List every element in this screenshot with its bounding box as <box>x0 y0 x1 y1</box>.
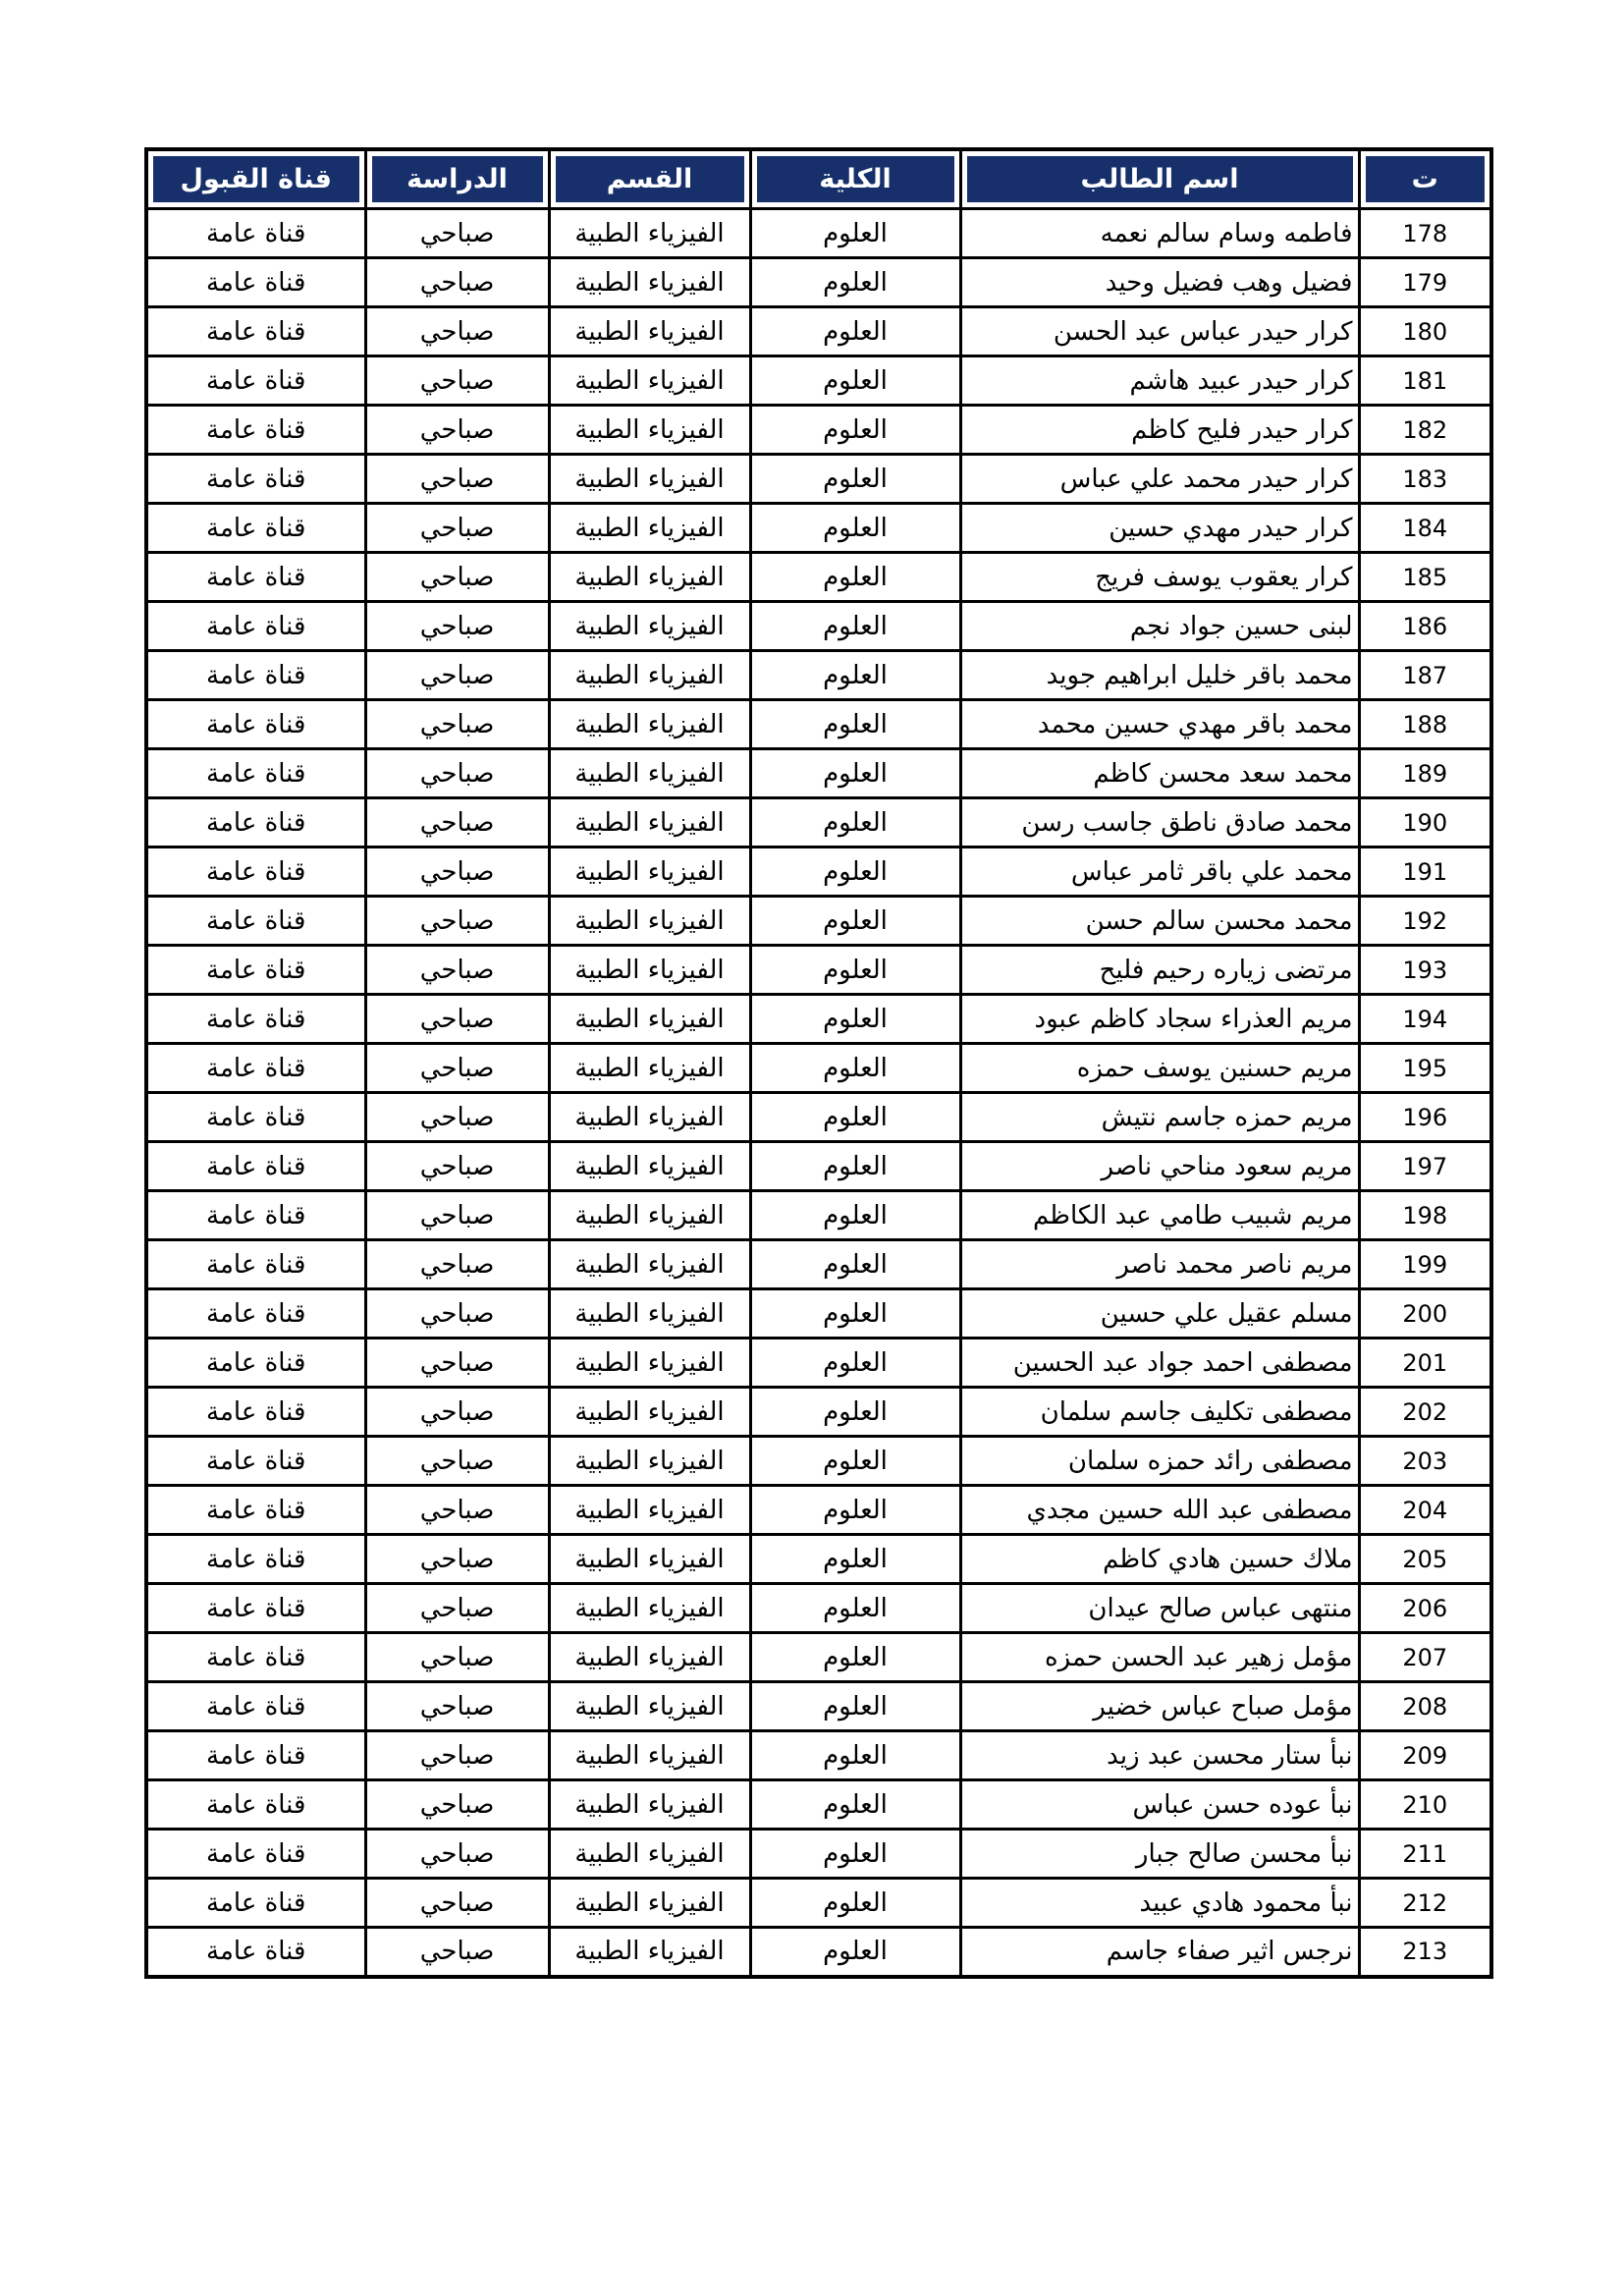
cell-student-name: مؤمل زهير عبد الحسن حمزه <box>960 1633 1359 1682</box>
cell-study-type: صباحي <box>365 995 549 1044</box>
cell-college: العلوم <box>750 1191 960 1240</box>
cell-admission-channel: قناة عامة <box>146 553 365 602</box>
cell-admission-channel: قناة عامة <box>146 504 365 553</box>
cell-number: 211 <box>1359 1830 1491 1879</box>
cell-study-type: صباحي <box>365 1633 549 1682</box>
cell-number: 209 <box>1359 1731 1491 1780</box>
table-row <box>146 1584 1491 1633</box>
cell-college: العلوم <box>750 1780 960 1830</box>
cell-department: الفيزياء الطبية <box>549 1879 750 1928</box>
cell-study-type: صباحي <box>365 1240 549 1289</box>
cell-study-type: صباحي <box>365 1731 549 1780</box>
cell-student-name: نبأ محمود هادي عبيد <box>960 1879 1359 1928</box>
cell-admission-channel: قناة عامة <box>146 1289 365 1339</box>
cell-student-name: كرار حيدر مهدي حسين <box>960 504 1359 553</box>
cell-number: 186 <box>1359 602 1491 651</box>
cell-study-type: صباحي <box>365 1584 549 1633</box>
cell-admission-channel: قناة عامة <box>146 1437 365 1486</box>
table-row <box>146 258 1491 307</box>
cell-college: العلوم <box>750 602 960 651</box>
table-row <box>146 1879 1491 1928</box>
table-row <box>146 995 1491 1044</box>
cell-study-type: صباحي <box>365 1879 549 1928</box>
cell-number: 210 <box>1359 1780 1491 1830</box>
cell-student-name: مريم سعود مناحي ناصر <box>960 1142 1359 1191</box>
cell-admission-channel: قناة عامة <box>146 1142 365 1191</box>
table-row <box>146 553 1491 602</box>
cell-admission-channel: قناة عامة <box>146 1191 365 1240</box>
cell-department: الفيزياء الطبية <box>549 455 750 504</box>
cell-student-name: مريم العذراء سجاد كاظم عبود <box>960 995 1359 1044</box>
cell-study-type: صباحي <box>365 798 549 847</box>
cell-department: الفيزياء الطبية <box>549 602 750 651</box>
cell-study-type: صباحي <box>365 1437 549 1486</box>
cell-department: الفيزياء الطبية <box>549 1339 750 1388</box>
cell-admission-channel: قناة عامة <box>146 1928 365 1977</box>
cell-college: العلوم <box>750 946 960 995</box>
cell-number: 190 <box>1359 798 1491 847</box>
table-row <box>146 1044 1491 1093</box>
table-row <box>146 1682 1491 1731</box>
cell-department: الفيزياء الطبية <box>549 1437 750 1486</box>
cell-college: العلوم <box>750 1928 960 1977</box>
cell-department: الفيزياء الطبية <box>549 553 750 602</box>
cell-study-type: صباحي <box>365 406 549 455</box>
cell-department: الفيزياء الطبية <box>549 504 750 553</box>
cell-number: 178 <box>1359 209 1491 258</box>
cell-study-type: صباحي <box>365 553 549 602</box>
cell-number: 198 <box>1359 1191 1491 1240</box>
header-cell-student-name <box>960 149 1359 209</box>
table-row <box>146 1339 1491 1388</box>
cell-number: 200 <box>1359 1289 1491 1339</box>
cell-study-type: صباحي <box>365 602 549 651</box>
cell-number: 179 <box>1359 258 1491 307</box>
cell-admission-channel: قناة عامة <box>146 847 365 897</box>
cell-department: الفيزياء الطبية <box>549 1486 750 1535</box>
cell-study-type: صباحي <box>365 1044 549 1093</box>
cell-admission-channel: قناة عامة <box>146 1682 365 1731</box>
cell-student-name: مرتضى زياره رحيم فليح <box>960 946 1359 995</box>
header-label-department: القسم <box>556 156 744 202</box>
cell-study-type: صباحي <box>365 847 549 897</box>
cell-department: الفيزياء الطبية <box>549 1289 750 1339</box>
table-row <box>146 1142 1491 1191</box>
cell-study-type: صباحي <box>365 1780 549 1830</box>
cell-number: 180 <box>1359 307 1491 356</box>
table-row <box>146 1780 1491 1830</box>
header-cell-college <box>750 149 960 209</box>
header-cell-study-type <box>365 149 549 209</box>
table-row <box>146 798 1491 847</box>
cell-admission-channel: قناة عامة <box>146 1535 365 1584</box>
header-cell-department <box>549 149 750 209</box>
cell-admission-channel: قناة عامة <box>146 749 365 798</box>
cell-number: 203 <box>1359 1437 1491 1486</box>
table-row <box>146 897 1491 946</box>
table-body <box>146 209 1491 1977</box>
cell-study-type: صباحي <box>365 946 549 995</box>
cell-department: الفيزياء الطبية <box>549 1093 750 1142</box>
cell-college: العلوم <box>750 1388 960 1437</box>
cell-number: 208 <box>1359 1682 1491 1731</box>
cell-student-name: لبنى حسين جواد نجم <box>960 602 1359 651</box>
cell-student-name: فضيل وهب فضيل وحيد <box>960 258 1359 307</box>
table-row <box>146 1093 1491 1142</box>
cell-number: 181 <box>1359 356 1491 406</box>
cell-study-type: صباحي <box>365 1339 549 1388</box>
cell-admission-channel: قناة عامة <box>146 1830 365 1879</box>
cell-student-name: كرار حيدر عبيد هاشم <box>960 356 1359 406</box>
cell-student-name: مصطفى تكليف جاسم سلمان <box>960 1388 1359 1437</box>
cell-number: 191 <box>1359 847 1491 897</box>
cell-number: 199 <box>1359 1240 1491 1289</box>
cell-admission-channel: قناة عامة <box>146 1633 365 1682</box>
cell-number: 194 <box>1359 995 1491 1044</box>
cell-college: العلوم <box>750 749 960 798</box>
cell-admission-channel: قناة عامة <box>146 1486 365 1535</box>
cell-department: الفيزياء الطبية <box>549 209 750 258</box>
cell-department: الفيزياء الطبية <box>549 1928 750 1977</box>
table-row <box>146 455 1491 504</box>
cell-student-name: نبأ عوده حسن عباس <box>960 1780 1359 1830</box>
cell-admission-channel: قناة عامة <box>146 1388 365 1437</box>
cell-number: 183 <box>1359 455 1491 504</box>
cell-department: الفيزياء الطبية <box>549 946 750 995</box>
cell-college: العلوم <box>750 1289 960 1339</box>
cell-admission-channel: قناة عامة <box>146 1731 365 1780</box>
cell-college: العلوم <box>750 356 960 406</box>
cell-student-name: محمد باقر مهدي حسين محمد <box>960 700 1359 749</box>
cell-department: الفيزياء الطبية <box>549 1535 750 1584</box>
table-row <box>146 1486 1491 1535</box>
cell-admission-channel: قناة عامة <box>146 209 365 258</box>
cell-college: العلوم <box>750 1633 960 1682</box>
cell-admission-channel: قناة عامة <box>146 1584 365 1633</box>
header-row <box>146 149 1491 209</box>
table-header <box>146 149 1491 209</box>
cell-college: العلوم <box>750 307 960 356</box>
cell-number: 192 <box>1359 897 1491 946</box>
cell-study-type: صباحي <box>365 1535 549 1584</box>
cell-number: 184 <box>1359 504 1491 553</box>
cell-department: الفيزياء الطبية <box>549 1731 750 1780</box>
cell-college: العلوم <box>750 847 960 897</box>
cell-college: العلوم <box>750 1682 960 1731</box>
cell-department: الفيزياء الطبية <box>549 1682 750 1731</box>
cell-department: الفيزياء الطبية <box>549 307 750 356</box>
cell-department: الفيزياء الطبية <box>549 356 750 406</box>
header-cell-admission-channel <box>146 149 365 209</box>
cell-study-type: صباحي <box>365 700 549 749</box>
table-row <box>146 651 1491 700</box>
cell-college: العلوم <box>750 700 960 749</box>
table-row <box>146 356 1491 406</box>
cell-department: الفيزياء الطبية <box>549 1044 750 1093</box>
cell-college: العلوم <box>750 1044 960 1093</box>
cell-college: العلوم <box>750 209 960 258</box>
cell-study-type: صباحي <box>365 504 549 553</box>
table-row <box>146 1928 1491 1977</box>
cell-admission-channel: قناة عامة <box>146 1240 365 1289</box>
cell-study-type: صباحي <box>365 1928 549 1977</box>
table-row <box>146 1289 1491 1339</box>
cell-student-name: منتهى عباس صالح عيدان <box>960 1584 1359 1633</box>
cell-number: 187 <box>1359 651 1491 700</box>
cell-admission-channel: قناة عامة <box>146 307 365 356</box>
table-row <box>146 1191 1491 1240</box>
table-row <box>146 1535 1491 1584</box>
cell-number: 206 <box>1359 1584 1491 1633</box>
cell-department: الفيزياء الطبية <box>549 1780 750 1830</box>
table-row <box>146 504 1491 553</box>
cell-college: العلوم <box>750 1731 960 1780</box>
cell-number: 201 <box>1359 1339 1491 1388</box>
cell-admission-channel: قناة عامة <box>146 1780 365 1830</box>
cell-study-type: صباحي <box>365 651 549 700</box>
cell-student-name: نبأ محسن صالح جبار <box>960 1830 1359 1879</box>
cell-student-name: كرار يعقوب يوسف فريج <box>960 553 1359 602</box>
cell-department: الفيزياء الطبية <box>549 798 750 847</box>
cell-student-name: مسلم عقيل علي حسين <box>960 1289 1359 1339</box>
header-label-student-name: اسم الطالب <box>967 156 1353 202</box>
table-row <box>146 1633 1491 1682</box>
cell-college: العلوم <box>750 1240 960 1289</box>
cell-admission-channel: قناة عامة <box>146 700 365 749</box>
cell-department: الفيزياء الطبية <box>549 1388 750 1437</box>
cell-college: العلوم <box>750 1879 960 1928</box>
cell-college: العلوم <box>750 553 960 602</box>
cell-admission-channel: قناة عامة <box>146 258 365 307</box>
table-row <box>146 209 1491 258</box>
cell-admission-channel: قناة عامة <box>146 406 365 455</box>
cell-number: 207 <box>1359 1633 1491 1682</box>
cell-study-type: صباحي <box>365 356 549 406</box>
cell-admission-channel: قناة عامة <box>146 1879 365 1928</box>
cell-student-name: مصطفى رائد حمزه سلمان <box>960 1437 1359 1486</box>
cell-study-type: صباحي <box>365 455 549 504</box>
cell-department: الفيزياء الطبية <box>549 749 750 798</box>
cell-study-type: صباحي <box>365 1191 549 1240</box>
cell-study-type: صباحي <box>365 897 549 946</box>
cell-student-name: كرار حيدر محمد علي عباس <box>960 455 1359 504</box>
cell-number: 195 <box>1359 1044 1491 1093</box>
cell-department: الفيزياء الطبية <box>549 406 750 455</box>
cell-admission-channel: قناة عامة <box>146 1044 365 1093</box>
table-row <box>146 1731 1491 1780</box>
cell-study-type: صباحي <box>365 1142 549 1191</box>
cell-college: العلوم <box>750 897 960 946</box>
table-row <box>146 700 1491 749</box>
cell-study-type: صباحي <box>365 1388 549 1437</box>
cell-number: 196 <box>1359 1093 1491 1142</box>
cell-admission-channel: قناة عامة <box>146 897 365 946</box>
cell-student-name: محمد سعد محسن كاظم <box>960 749 1359 798</box>
cell-admission-channel: قناة عامة <box>146 995 365 1044</box>
cell-admission-channel: قناة عامة <box>146 455 365 504</box>
cell-college: العلوم <box>750 1437 960 1486</box>
cell-department: الفيزياء الطبية <box>549 1830 750 1879</box>
cell-college: العلوم <box>750 1584 960 1633</box>
cell-student-name: نرجس اثير صفاء جاسم <box>960 1928 1359 1977</box>
cell-student-name: مريم شبيب طامي عبد الكاظم <box>960 1191 1359 1240</box>
cell-college: العلوم <box>750 1339 960 1388</box>
cell-study-type: صباحي <box>365 1830 549 1879</box>
cell-admission-channel: قناة عامة <box>146 946 365 995</box>
table-row <box>146 1240 1491 1289</box>
cell-number: 188 <box>1359 700 1491 749</box>
cell-study-type: صباحي <box>365 1093 549 1142</box>
cell-student-name: نبأ ستار محسن عبد زيد <box>960 1731 1359 1780</box>
cell-department: الفيزياء الطبية <box>549 258 750 307</box>
table-row <box>146 307 1491 356</box>
cell-number: 197 <box>1359 1142 1491 1191</box>
table-row <box>146 1388 1491 1437</box>
table-row <box>146 1437 1491 1486</box>
cell-number: 193 <box>1359 946 1491 995</box>
cell-study-type: صباحي <box>365 1486 549 1535</box>
cell-department: الفيزياء الطبية <box>549 847 750 897</box>
cell-student-name: كرار حيدر فليح كاظم <box>960 406 1359 455</box>
header-label-study-type: الدراسة <box>372 156 543 202</box>
cell-department: الفيزياء الطبية <box>549 1142 750 1191</box>
cell-number: 204 <box>1359 1486 1491 1535</box>
cell-college: العلوم <box>750 1535 960 1584</box>
cell-number: 185 <box>1359 553 1491 602</box>
cell-college: العلوم <box>750 1830 960 1879</box>
header-label-admission-channel: قناة القبول <box>153 156 359 202</box>
cell-study-type: صباحي <box>365 209 549 258</box>
students-table <box>144 147 1493 1979</box>
cell-college: العلوم <box>750 651 960 700</box>
cell-study-type: صباحي <box>365 1682 549 1731</box>
cell-student-name: مريم ناصر محمد ناصر <box>960 1240 1359 1289</box>
table-row <box>146 946 1491 995</box>
table-row <box>146 602 1491 651</box>
cell-student-name: كرار حيدر عباس عبد الحسن <box>960 307 1359 356</box>
table-row <box>146 847 1491 897</box>
cell-student-name: محمد محسن سالم حسن <box>960 897 1359 946</box>
cell-number: 202 <box>1359 1388 1491 1437</box>
cell-student-name: محمد علي باقر ثامر عباس <box>960 847 1359 897</box>
cell-admission-channel: قناة عامة <box>146 1093 365 1142</box>
cell-study-type: صباحي <box>365 749 549 798</box>
cell-college: العلوم <box>750 1142 960 1191</box>
cell-student-name: مصطفى احمد جواد عبد الحسين <box>960 1339 1359 1388</box>
header-label-college: الكلية <box>757 156 954 202</box>
cell-student-name: محمد باقر خليل ابراهيم جويد <box>960 651 1359 700</box>
cell-student-name: ملاك حسين هادي كاظم <box>960 1535 1359 1584</box>
cell-student-name: مريم حسنين يوسف حمزه <box>960 1044 1359 1093</box>
cell-college: العلوم <box>750 798 960 847</box>
cell-department: الفيزياء الطبية <box>549 897 750 946</box>
cell-department: الفيزياء الطبية <box>549 651 750 700</box>
table-row <box>146 1830 1491 1879</box>
cell-admission-channel: قناة عامة <box>146 798 365 847</box>
cell-college: العلوم <box>750 406 960 455</box>
cell-college: العلوم <box>750 455 960 504</box>
cell-admission-channel: قناة عامة <box>146 1339 365 1388</box>
cell-student-name: مؤمل صباح عباس خضير <box>960 1682 1359 1731</box>
cell-number: 212 <box>1359 1879 1491 1928</box>
cell-department: الفيزياء الطبية <box>549 1633 750 1682</box>
cell-department: الفيزياء الطبية <box>549 1584 750 1633</box>
cell-college: العلوم <box>750 258 960 307</box>
cell-department: الفيزياء الطبية <box>549 1191 750 1240</box>
cell-student-name: محمد صادق ناطق جاسب رسن <box>960 798 1359 847</box>
cell-college: العلوم <box>750 1093 960 1142</box>
cell-department: الفيزياء الطبية <box>549 1240 750 1289</box>
cell-study-type: صباحي <box>365 1289 549 1339</box>
table-row <box>146 749 1491 798</box>
cell-college: العلوم <box>750 995 960 1044</box>
cell-number: 205 <box>1359 1535 1491 1584</box>
header-cell-number <box>1359 149 1491 209</box>
cell-department: الفيزياء الطبية <box>549 995 750 1044</box>
cell-study-type: صباحي <box>365 307 549 356</box>
cell-number: 213 <box>1359 1928 1491 1977</box>
cell-admission-channel: قناة عامة <box>146 651 365 700</box>
cell-admission-channel: قناة عامة <box>146 602 365 651</box>
cell-college: العلوم <box>750 504 960 553</box>
cell-number: 189 <box>1359 749 1491 798</box>
cell-number: 182 <box>1359 406 1491 455</box>
cell-study-type: صباحي <box>365 258 549 307</box>
cell-admission-channel: قناة عامة <box>146 356 365 406</box>
cell-student-name: مصطفى عبد الله حسين مجدي <box>960 1486 1359 1535</box>
cell-college: العلوم <box>750 1486 960 1535</box>
header-label-number: ت <box>1366 156 1486 202</box>
cell-student-name: فاطمه وسام سالم نعمه <box>960 209 1359 258</box>
cell-department: الفيزياء الطبية <box>549 700 750 749</box>
cell-student-name: مريم حمزه جاسم نتيش <box>960 1093 1359 1142</box>
table-row <box>146 406 1491 455</box>
